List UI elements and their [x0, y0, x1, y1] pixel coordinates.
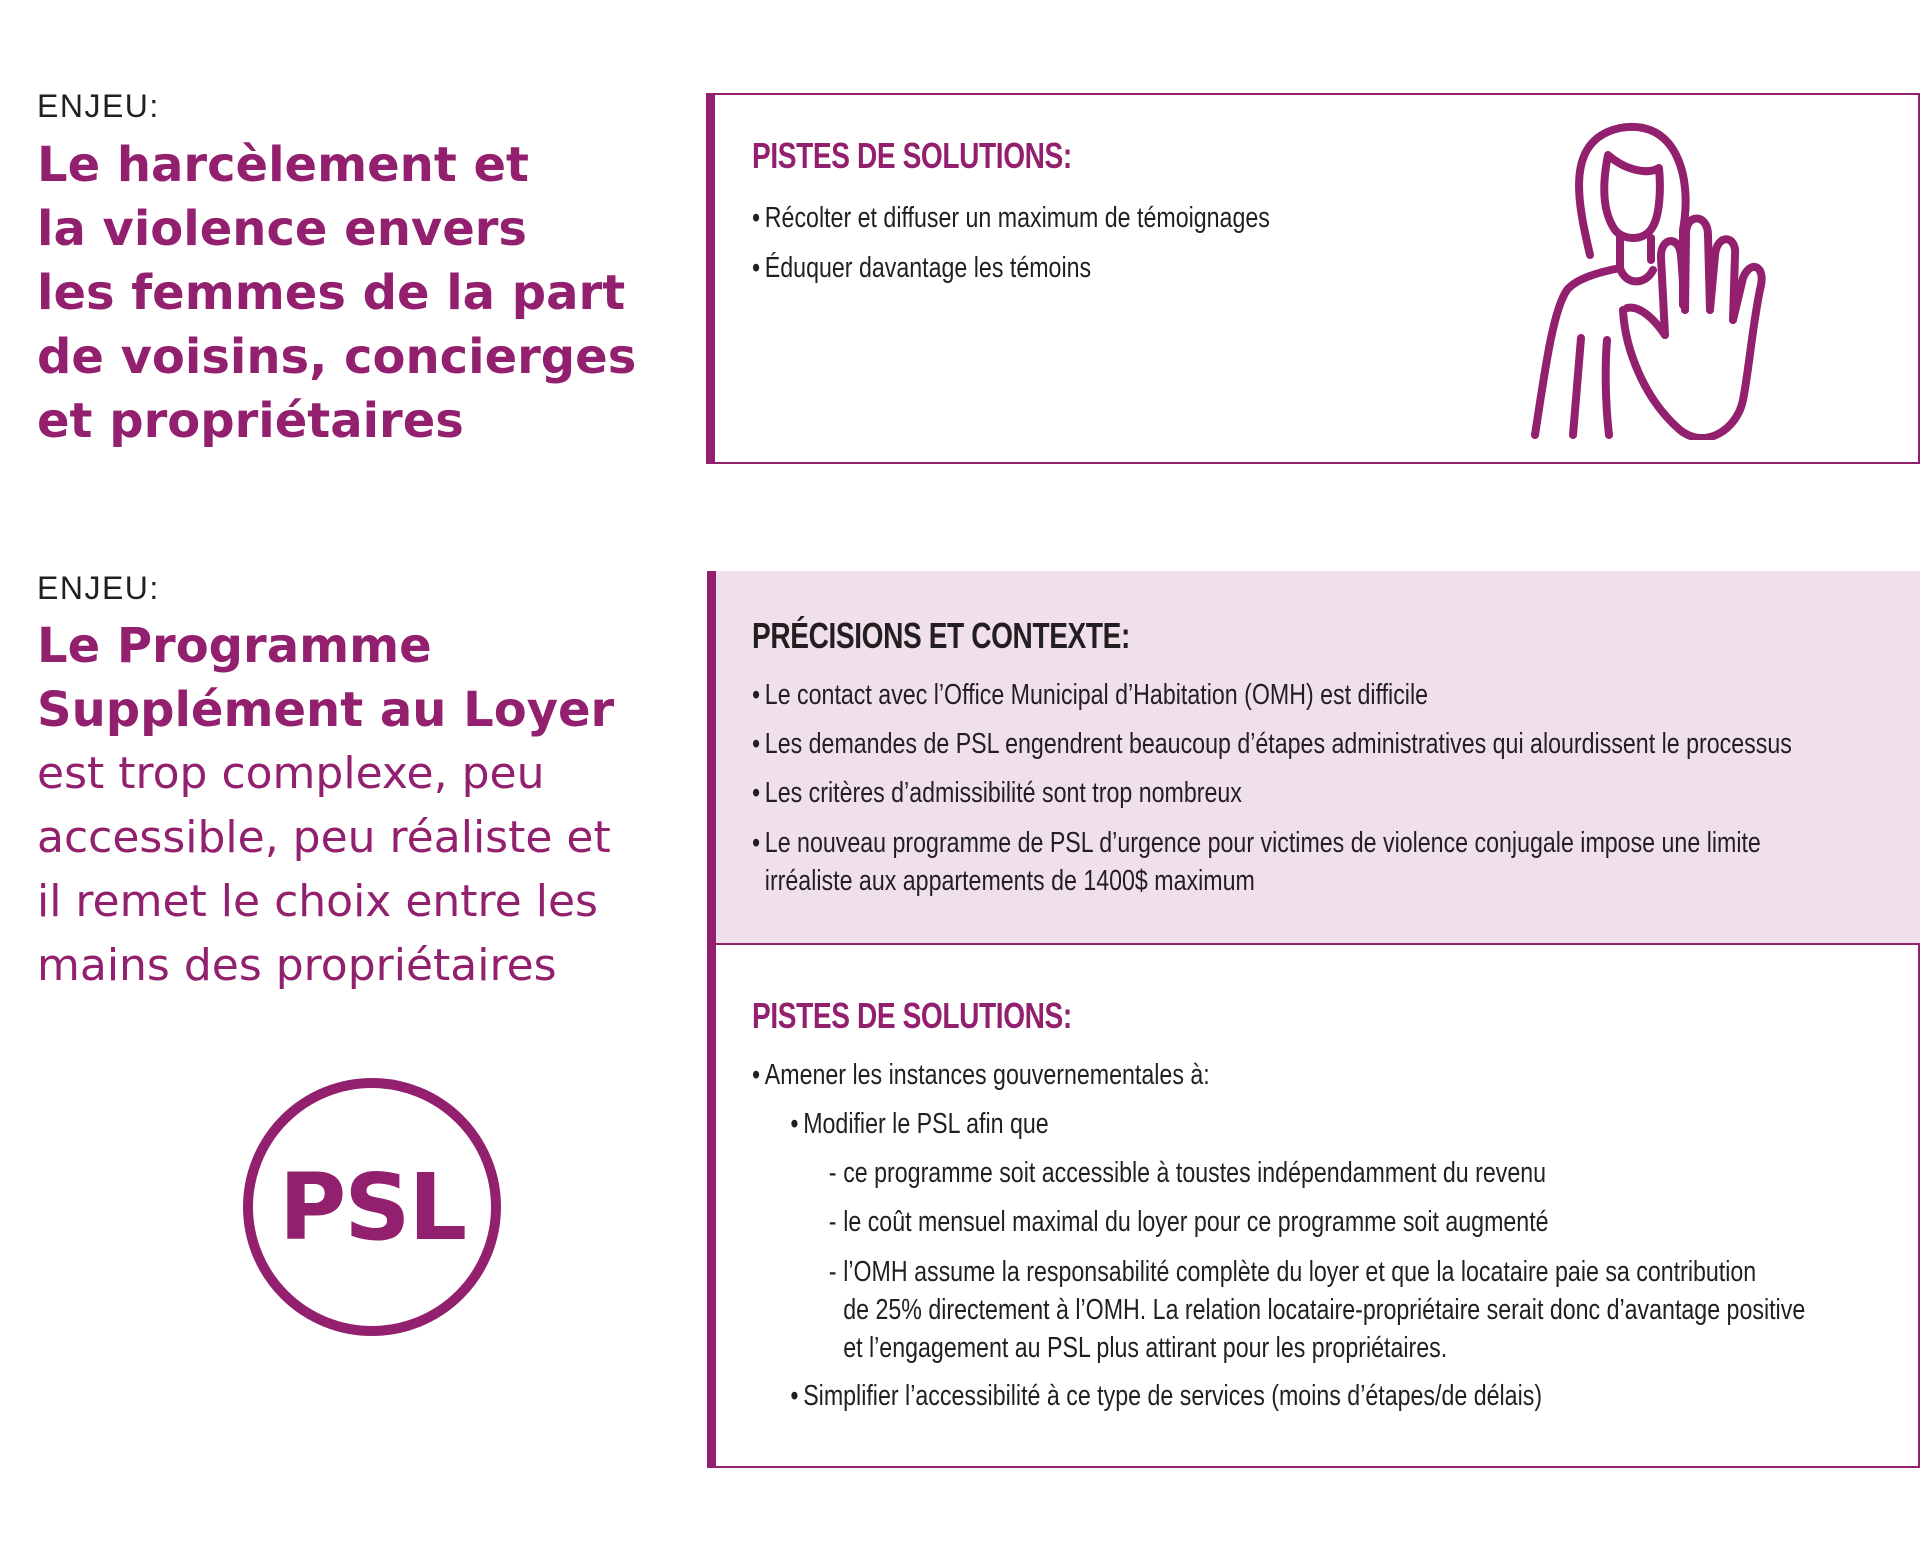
context-list: [752, 671, 1792, 900]
context-title: PRÉCISIONS ET CONTEXTE:: [752, 615, 1130, 656]
issue-subtitle: est trop complexe, peu accessible, peu réaliste et il remet le choix entre les mains des propriétaires: [37, 748, 611, 991]
list-item: • Les demandes de PSL engendrent beaucoup d’étapes administratives qui alourdissent le processus: [752, 720, 1792, 769]
list-item: - le coût mensuel maximal du loyer pour ce programme soit augmenté: [752, 1198, 1805, 1247]
list-item: - l’OMH assume la responsabilité complète du loyer et que la locataire paie sa contribution: [752, 1247, 1805, 1291]
solutions-title: PISTES DE SOLUTIONS:: [752, 995, 1072, 1036]
list-item: • Éduquer davantage les témoins: [752, 243, 1270, 293]
issue-title: Le Programme Supplément au Loyer: [37, 618, 615, 738]
solutions-box: [706, 93, 1920, 464]
list-item: • Le nouveau programme de PSL d’urgence pour victimes de violence conjugale impose une limite: [752, 818, 1792, 862]
solutions-box: [707, 943, 1920, 1468]
psl-logo-text: PSL: [278, 1153, 466, 1261]
psl-logo: [243, 1078, 501, 1336]
issue-title: Le harcèlement et la violence envers les femmes de la part de voisins, concierges et propriétaires: [37, 137, 637, 449]
list-item: • Modifier le PSL afin que: [752, 1100, 1805, 1149]
issue-label: ENJEU:: [37, 88, 160, 124]
issue-label: ENJEU:: [37, 570, 160, 606]
solutions-list: [752, 193, 1270, 293]
woman-stop-hand-icon: [1505, 120, 1775, 440]
list-item: • Récolter et diffuser un maximum de témoignages: [752, 193, 1270, 243]
solutions-list: [752, 1051, 1805, 1421]
list-item: • Le contact avec l’Office Municipal d’Habitation (OMH) est difficile: [752, 671, 1792, 720]
list-item: • Simplifier l’accessibilité à ce type de services (moins d’étapes/de délais): [752, 1367, 1805, 1421]
list-item: - ce programme soit accessible à toustes indépendamment du revenu: [752, 1149, 1805, 1198]
list-item: • Les critères d’admissibilité sont trop nombreux: [752, 769, 1792, 818]
list-item-continued: de 25% directement à l’OMH. La relation locataire-propriétaire serait donc d’avantage positive: [843, 1294, 1806, 1326]
list-item: • Amener les instances gouvernementales à:: [752, 1051, 1805, 1100]
list-item-continued: et l’engagement au PSL plus attirant pour les propriétaires.: [843, 1332, 1448, 1364]
list-item-continued: irréaliste aux appartements de 1400$ maximum: [764, 865, 1255, 897]
context-box: [707, 571, 1920, 945]
solutions-title: PISTES DE SOLUTIONS:: [752, 135, 1072, 176]
